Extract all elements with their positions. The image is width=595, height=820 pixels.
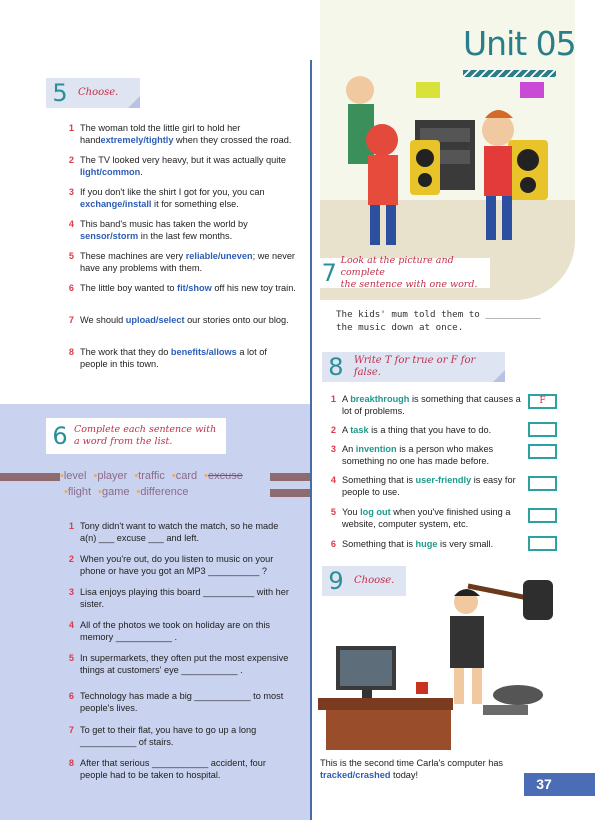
sentence-text: when you've finished using a website, computer system, etc. <box>342 507 511 529</box>
dot-icon: • <box>98 486 102 498</box>
item-text[interactable]: After that serious ___________ accident, four people had to be taken to hospital. <box>80 758 266 780</box>
exercise-7-sentence: The kids' mum told them to __________ the music down at once. <box>336 309 541 333</box>
word-chip <box>98 486 129 498</box>
answer-box[interactable] <box>528 422 557 437</box>
item-number: 6 <box>68 691 74 701</box>
list-item <box>64 122 296 146</box>
list-item <box>64 724 296 748</box>
sentence-text: This band's music has taken the world by <box>80 219 248 229</box>
exercise-title: the sentence with one word. <box>340 279 478 290</box>
choice-text[interactable]: tracked/crashed <box>320 770 391 780</box>
item-number: 8 <box>68 758 74 768</box>
list-item <box>64 346 296 370</box>
exercise-number: 7 <box>321 259 337 287</box>
keyword-text: log out <box>360 507 391 517</box>
word-chip <box>64 486 91 498</box>
exercise-title: Write T for true or F for false. <box>353 355 476 378</box>
dot-icon: • <box>93 470 98 482</box>
exercise-6-header <box>46 418 226 454</box>
header-corner <box>128 96 140 108</box>
item-text <box>342 538 493 550</box>
sentence-text: it for something else. <box>151 199 239 209</box>
word-chip <box>93 470 127 482</box>
item-number: 5 <box>68 251 74 261</box>
exercise-title: Choose. <box>78 87 119 98</box>
item-number: 8 <box>68 347 74 357</box>
item-number: 2 <box>68 155 74 165</box>
sentence-text: An <box>342 444 356 454</box>
item-text <box>342 424 491 436</box>
answer-box[interactable] <box>528 508 557 523</box>
exercise-title: Complete each sentence with <box>74 424 217 435</box>
item-text <box>80 346 296 370</box>
list-item <box>64 250 296 274</box>
sentence-text: The TV looked very heavy, but it was actually quite <box>80 155 286 165</box>
sentence-text: You <box>342 507 361 517</box>
answer-box[interactable] <box>528 536 557 551</box>
word-chip <box>137 486 189 498</box>
answer-box[interactable]: F <box>528 394 557 409</box>
word-chip <box>204 470 243 482</box>
item-number: 1 <box>330 394 336 404</box>
word-row <box>64 484 270 500</box>
choice-text[interactable]: extremely/tightly <box>100 135 174 145</box>
sentence-text: is a person who makes something no one has made before. <box>342 444 494 466</box>
item-text[interactable]: In supermarkets, they often put the most expensive things at customers' eye ___________ . <box>80 653 289 675</box>
list-item <box>64 314 296 326</box>
sentence-text: a lot of people in this town. <box>80 347 267 369</box>
list-item <box>326 538 522 550</box>
sentence-text: The little boy wanted to <box>80 283 178 293</box>
list-item <box>326 424 522 436</box>
sentence-text: If you don't like the shirt I got for you, you can <box>80 187 265 197</box>
word-text: excuse <box>208 470 243 482</box>
list-item <box>64 619 296 643</box>
item-text <box>80 250 296 274</box>
exercise-number: 5 <box>52 79 68 107</box>
answer-box[interactable] <box>528 476 557 491</box>
item-number: 3 <box>68 187 74 197</box>
column-divider <box>310 60 312 820</box>
choice-text[interactable]: exchange/install <box>80 199 152 209</box>
exercise-title: Choose. <box>354 575 395 586</box>
item-number: 4 <box>330 475 336 485</box>
list-item <box>326 443 522 467</box>
exercise-title: a word from the list. <box>74 436 173 447</box>
item-number: 1 <box>68 521 74 531</box>
item-text <box>342 506 522 530</box>
word-chip <box>134 470 165 482</box>
item-number: 6 <box>330 539 336 549</box>
list-item <box>64 553 296 577</box>
sentence-text: is a thing that you have to do. <box>368 425 492 435</box>
item-text <box>342 474 522 498</box>
word-text: level <box>63 470 87 482</box>
item-number: 3 <box>330 444 336 454</box>
sentence-text: our stories onto our blog. <box>184 315 289 325</box>
word-text: game <box>101 486 130 498</box>
exercise-9-sentence <box>320 757 520 781</box>
list-item <box>64 154 296 178</box>
exercise-7-header <box>320 255 490 290</box>
item-number: 6 <box>68 283 74 293</box>
sentence-text: in the last few months. <box>138 231 233 241</box>
exercise-8-header <box>322 352 505 382</box>
word-list <box>60 468 270 500</box>
item-number: 5 <box>330 507 336 517</box>
item-text <box>80 282 296 294</box>
choice-text[interactable]: light/common <box>80 167 141 177</box>
list-item <box>64 218 296 242</box>
sentence-text: today! <box>390 770 419 780</box>
dot-icon: • <box>171 470 176 482</box>
sentence-text: Something that is <box>342 539 416 549</box>
exercise-title: Look at the picture and complete <box>340 255 454 278</box>
word-text: player <box>97 470 128 482</box>
item-text[interactable]: When you're out, do you listen to music on your phone or have you got an MP3 __________ ? <box>80 554 274 576</box>
dot-icon: • <box>136 486 141 498</box>
item-text <box>80 154 296 178</box>
list-item <box>64 652 296 676</box>
sentence-text: is easy for people to use. <box>342 475 516 497</box>
sentence-text: The woman told the little girl to hold her hand <box>80 123 241 145</box>
word-text: difference <box>140 486 189 498</box>
item-text <box>80 122 296 146</box>
unit-title-stripe <box>463 70 556 77</box>
sentence-text: . <box>140 167 143 177</box>
answer-box[interactable] <box>528 444 557 459</box>
item-number: 3 <box>68 587 74 597</box>
item-text[interactable]: To get to their flat, you have to go up a long ___________ of stairs. <box>80 725 257 747</box>
sentence-text: when they crossed the road. <box>173 135 292 145</box>
sentence-text: We should <box>80 315 126 325</box>
office-illustration <box>318 580 558 750</box>
list-item <box>326 474 522 498</box>
word-chip <box>60 470 86 482</box>
keyword-text: user-friendly <box>415 475 472 485</box>
dot-icon: • <box>60 470 64 482</box>
sentence-text: This is the second time Carla's computer has <box>320 758 504 768</box>
sentence-text: Something that is <box>342 475 416 485</box>
header-corner <box>493 370 505 382</box>
exercise-number: 6 <box>52 422 68 450</box>
list-item <box>326 393 522 417</box>
sentence-text: is very small. <box>437 539 494 549</box>
item-number: 2 <box>68 554 74 564</box>
choice-text[interactable]: fit/show <box>177 283 212 293</box>
dot-icon: • <box>64 486 68 498</box>
list-item <box>64 520 296 544</box>
keyword-text: huge <box>415 539 438 549</box>
exercise-number: 8 <box>328 353 344 381</box>
item-text <box>80 314 289 326</box>
word-row <box>60 468 270 484</box>
item-number: 7 <box>68 725 74 735</box>
unit-title: Unit 05 <box>463 24 576 63</box>
dot-icon: • <box>134 470 139 482</box>
word-chip <box>172 470 197 482</box>
item-number: 4 <box>68 219 74 229</box>
item-text <box>342 393 522 417</box>
keyword-text: task <box>350 425 369 435</box>
word-text: traffic <box>138 470 165 482</box>
item-number: 1 <box>68 123 74 133</box>
exercise-number: 9 <box>328 567 344 595</box>
list-item <box>64 586 296 610</box>
sentence-text: A <box>342 425 351 435</box>
item-text <box>80 218 296 242</box>
item-text[interactable]: Lisa enjoys playing this board __________ with her sister. <box>80 587 289 609</box>
word-text: flight <box>67 486 92 498</box>
sentence-text: These machines are very <box>80 251 186 261</box>
sentence-text: is something that causes a lot of problems. <box>342 394 521 416</box>
item-text[interactable]: All of the photos we took on holiday are on this memory ___________ . <box>80 620 270 642</box>
list-item <box>326 506 522 530</box>
keyword-text: breakthrough <box>350 394 410 404</box>
sentence-text: A <box>342 394 351 404</box>
item-text[interactable]: Technology has made a big ___________ to most people's lives. <box>80 691 284 713</box>
sentence-text: off his new toy train. <box>211 283 296 293</box>
list-item <box>64 757 296 781</box>
item-number: 5 <box>68 653 74 663</box>
exercise-5-header <box>46 78 140 108</box>
choice-text[interactable]: upload/select <box>125 315 185 325</box>
sentence-text: The work that they do <box>80 347 171 357</box>
page-number: 37 <box>536 776 552 792</box>
dot-icon: • <box>204 470 208 482</box>
word-text: card <box>175 470 198 482</box>
item-number: 4 <box>68 620 74 630</box>
item-text <box>342 443 522 467</box>
keyword-text: invention <box>355 444 397 454</box>
list-item <box>64 186 296 210</box>
item-text <box>80 186 296 210</box>
item-number: 7 <box>68 315 74 325</box>
choice-text[interactable]: benefits/allows <box>170 347 237 357</box>
choice-text[interactable]: sensor/storm <box>80 231 139 241</box>
item-text[interactable]: Tony didn't want to watch the match, so he made a(n) ___ excuse ___ and left. <box>80 521 279 543</box>
list-item <box>64 282 296 294</box>
choice-text[interactable]: reliable/uneven <box>185 251 253 261</box>
sentence-text: ; we never have any problems with them. <box>80 251 295 273</box>
item-number: 2 <box>330 425 336 435</box>
list-item <box>64 690 296 714</box>
